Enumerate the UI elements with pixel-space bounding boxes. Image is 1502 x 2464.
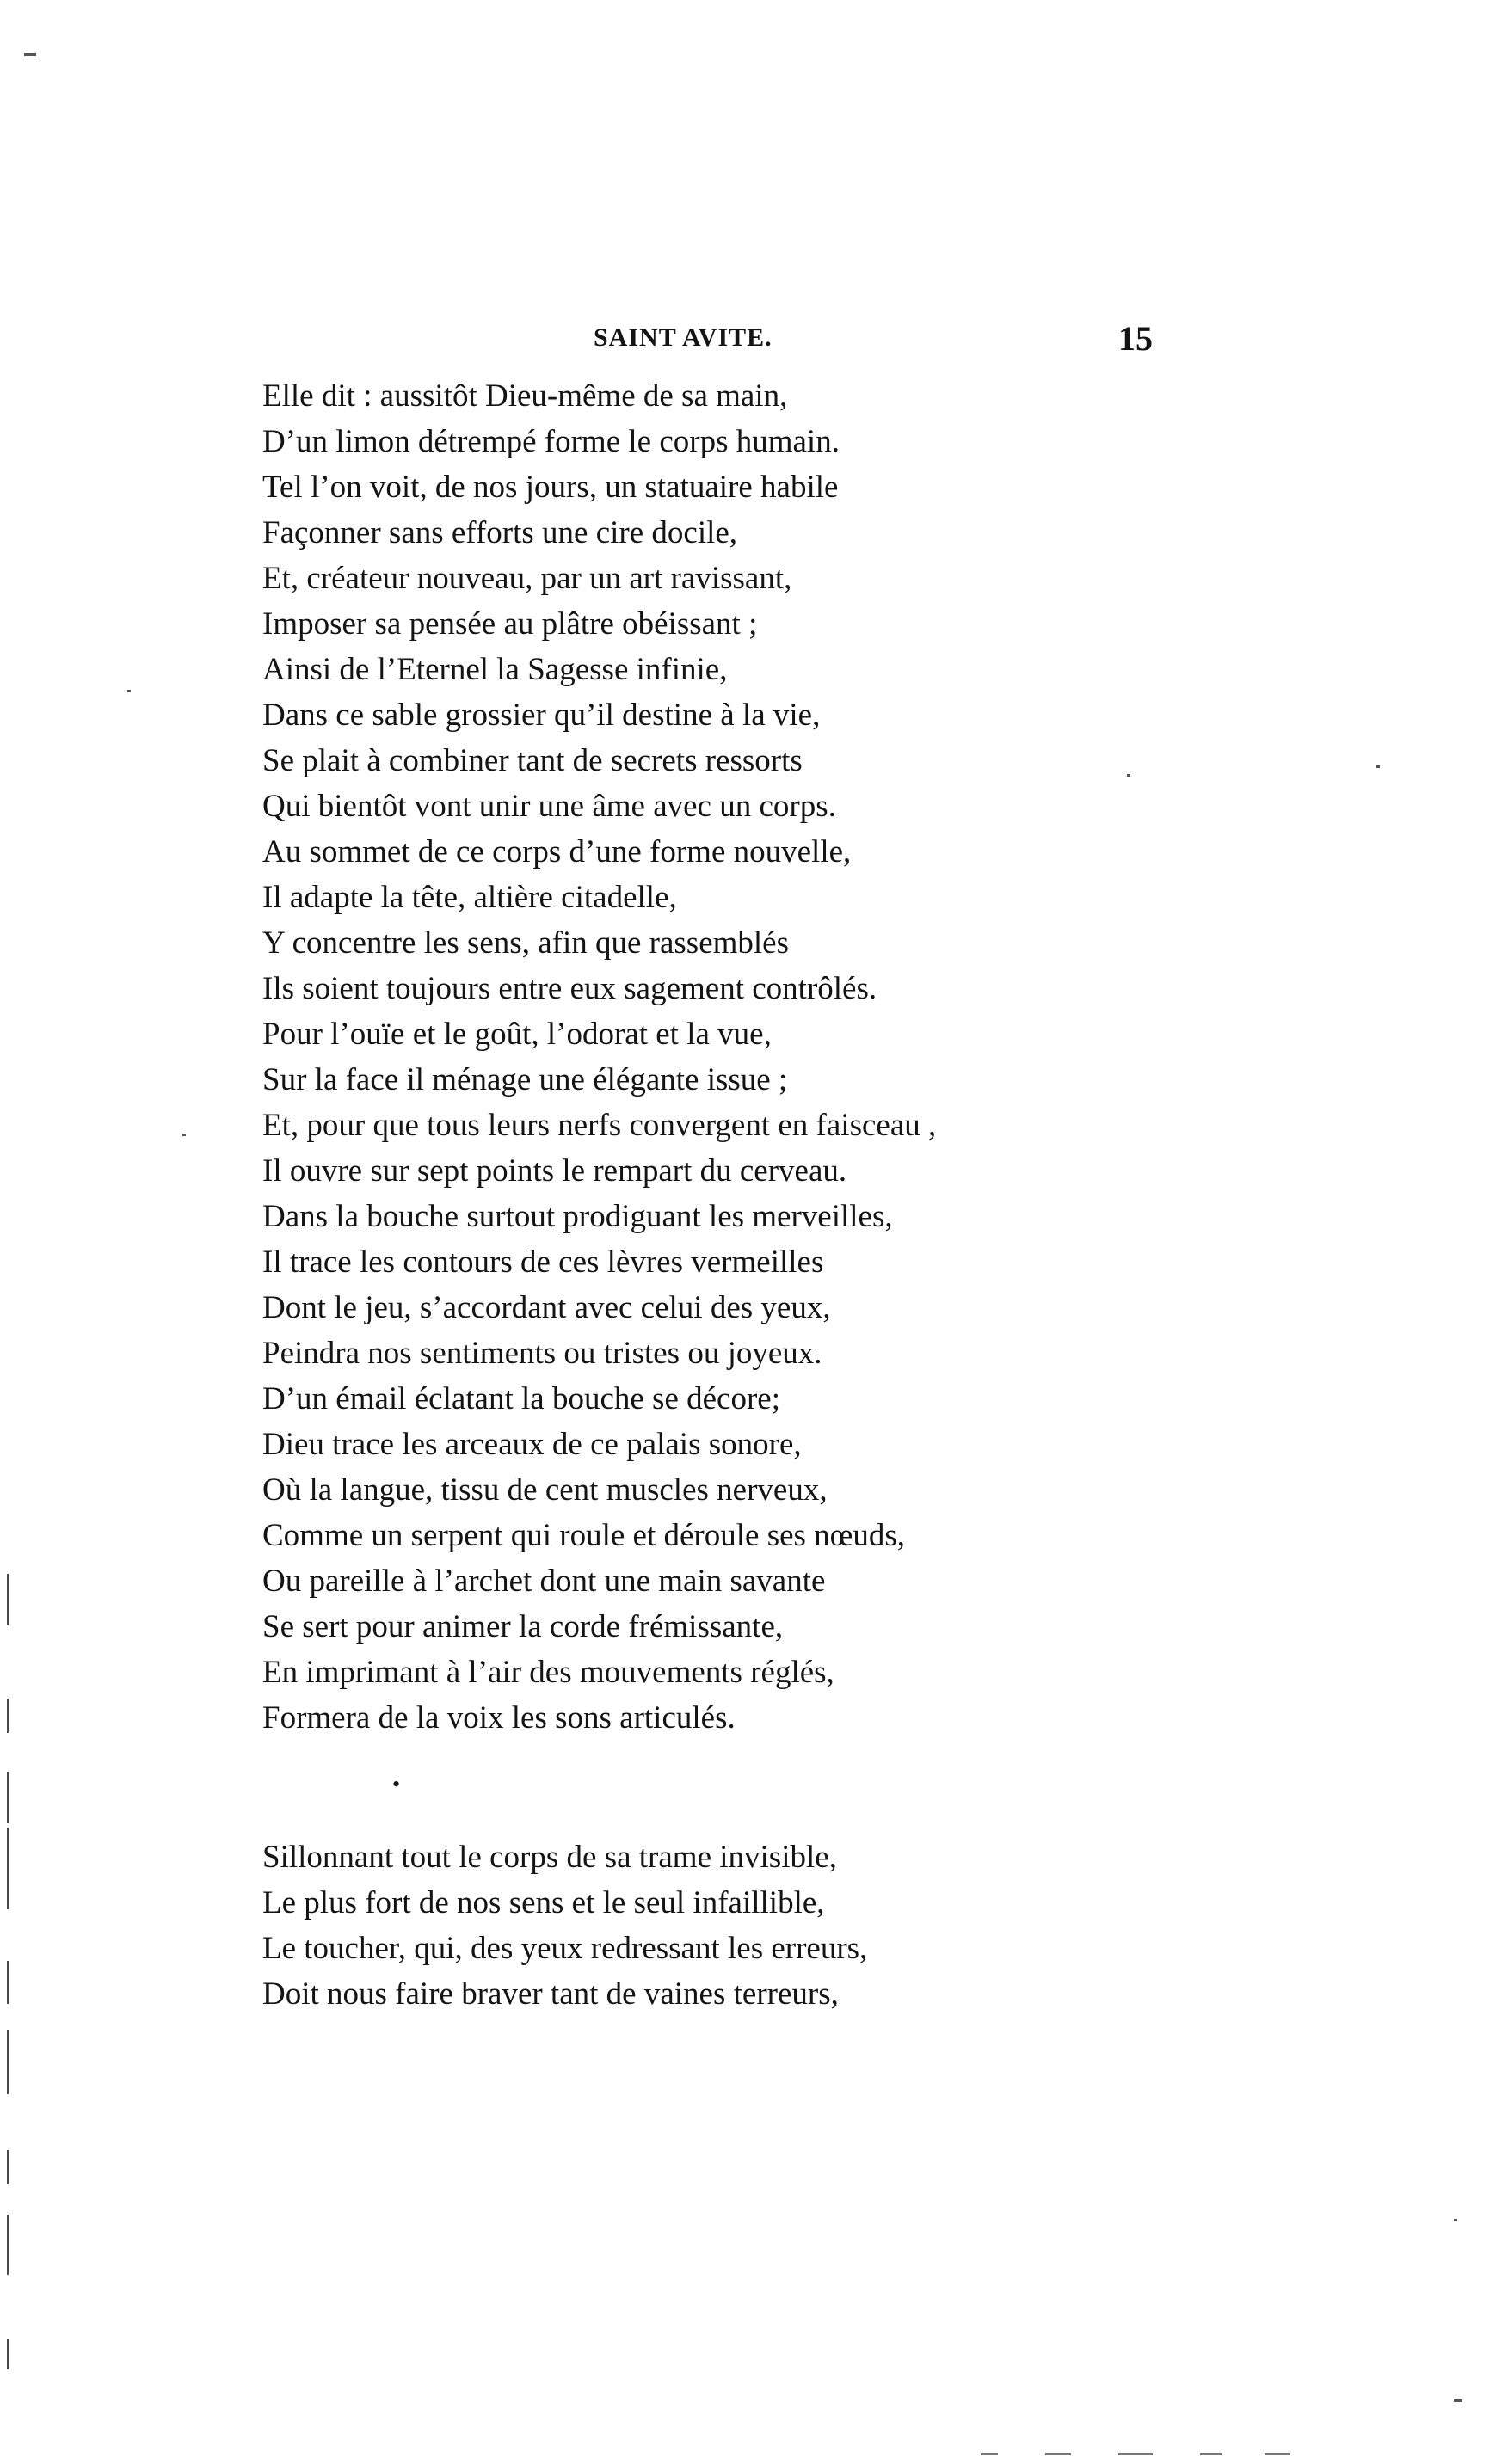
verse-line: Ils soient toujours entre eux sagement contrôlés. xyxy=(262,971,877,1006)
scan-edge-mark xyxy=(7,1828,9,1909)
verse-line: Façonner sans efforts une cire docile, xyxy=(262,515,738,550)
verse-line: Se plait à combiner tant de secrets ressorts xyxy=(262,743,803,778)
scan-edge-mark xyxy=(7,2030,9,2094)
scan-speck xyxy=(1454,2399,1462,2402)
verse-line: Sur la face il ménage une élégante issue ; xyxy=(262,1062,788,1097)
scan-edge-mark xyxy=(7,2339,9,2369)
verse-line: Il ouvre sur sept points le rempart du cerveau. xyxy=(262,1153,847,1189)
verse-line: Ou pareille à l’archet dont une main savante xyxy=(262,1564,826,1599)
scan-edge-mark xyxy=(7,2150,9,2184)
verse-line: Et, créateur nouveau, par un art ravissant, xyxy=(262,561,792,596)
scan-speck xyxy=(127,690,131,692)
poem-stanza-1 xyxy=(262,373,936,1741)
verse-line: Y concentre les sens, afin que rassemblés xyxy=(262,925,789,961)
verse-line: Doit nous faire braver tant de vaines terreurs, xyxy=(262,1976,839,2012)
scan-speck xyxy=(1454,2219,1457,2221)
page-number: 15 xyxy=(1118,319,1153,358)
verse-line: Ainsi de l’Eternel la Sagesse infinie, xyxy=(262,652,728,687)
scan-edge-mark xyxy=(7,1772,9,1823)
verse-line: D’un limon détrempé forme le corps humain. xyxy=(262,424,840,459)
running-title: SAINT AVITE. xyxy=(594,323,773,352)
verse-line: Elle dit : aussitôt Dieu-même de sa main, xyxy=(262,378,788,414)
verse-line: Peindra nos sentiments ou tristes ou joyeux. xyxy=(262,1336,822,1371)
scan-bottom-mark xyxy=(1265,2453,1290,2455)
verse-line: Pour l’ouïe et le goût, l’odorat et la vue, xyxy=(262,1017,772,1052)
verse-line: Dieu trace les arceaux de ce palais sonore, xyxy=(262,1427,802,1462)
verse-line: Imposer sa pensée au plâtre obéissant ; xyxy=(262,606,758,642)
scan-speck xyxy=(1376,765,1380,768)
scan-edge-mark xyxy=(7,1961,9,2004)
verse-line: Au sommet de ce corps d’une forme nouvelle, xyxy=(262,834,852,869)
verse-line: Qui bientôt vont unir une âme avec un corps. xyxy=(262,789,836,824)
scan-bottom-mark xyxy=(1118,2453,1153,2455)
verse-line: Sillonnant tout le corps de sa trame invisible, xyxy=(262,1840,837,1875)
verse-line: Où la langue, tissu de cent muscles nerveux, xyxy=(262,1472,828,1508)
verse-line: Comme un serpent qui roule et déroule ses nœuds, xyxy=(262,1518,906,1553)
verse-line: Dans la bouche surtout prodiguant les merveilles, xyxy=(262,1199,893,1234)
verse-line: Il adapte la tête, altière citadelle, xyxy=(262,880,677,915)
scan-speck xyxy=(182,1134,186,1136)
scan-edge-mark xyxy=(7,2215,9,2275)
verse-line: Le plus fort de nos sens et le seul infaillible, xyxy=(262,1885,825,1920)
scan-edge-mark xyxy=(7,1699,9,1733)
scan-bottom-mark xyxy=(1200,2453,1222,2455)
verse-line: D’un émail éclatant la bouche se décore; xyxy=(262,1381,780,1416)
scan-speck xyxy=(24,53,36,56)
scan-edge-mark xyxy=(7,1574,9,1625)
verse-line: En imprimant à l’air des mouvements réglés, xyxy=(262,1655,834,1690)
poem-stanza-2 xyxy=(262,1834,867,2017)
verse-line: Dont le jeu, s’accordant avec celui des yeux, xyxy=(262,1290,831,1325)
verse-line: Et, pour que tous leurs nerfs convergent en faisceau , xyxy=(262,1108,937,1143)
scan-speck xyxy=(1127,774,1130,777)
verse-line: Se sert pour animer la corde frémissante, xyxy=(262,1609,784,1644)
scan-bottom-mark xyxy=(1045,2453,1071,2455)
verse-line: Formera de la voix les sons articulés. xyxy=(262,1700,736,1736)
verse-line: Dans ce sable grossier qu’il destine à la vie, xyxy=(262,697,821,733)
verse-line: Le toucher, qui, des yeux redressant les erreurs, xyxy=(262,1931,868,1966)
stanza-separator: • xyxy=(392,1772,401,1797)
verse-line: Il trace les contours de ces lèvres vermeilles xyxy=(262,1244,824,1280)
scan-bottom-mark xyxy=(981,2453,998,2455)
verse-line: Tel l’on voit, de nos jours, un statuaire habile xyxy=(262,470,839,505)
